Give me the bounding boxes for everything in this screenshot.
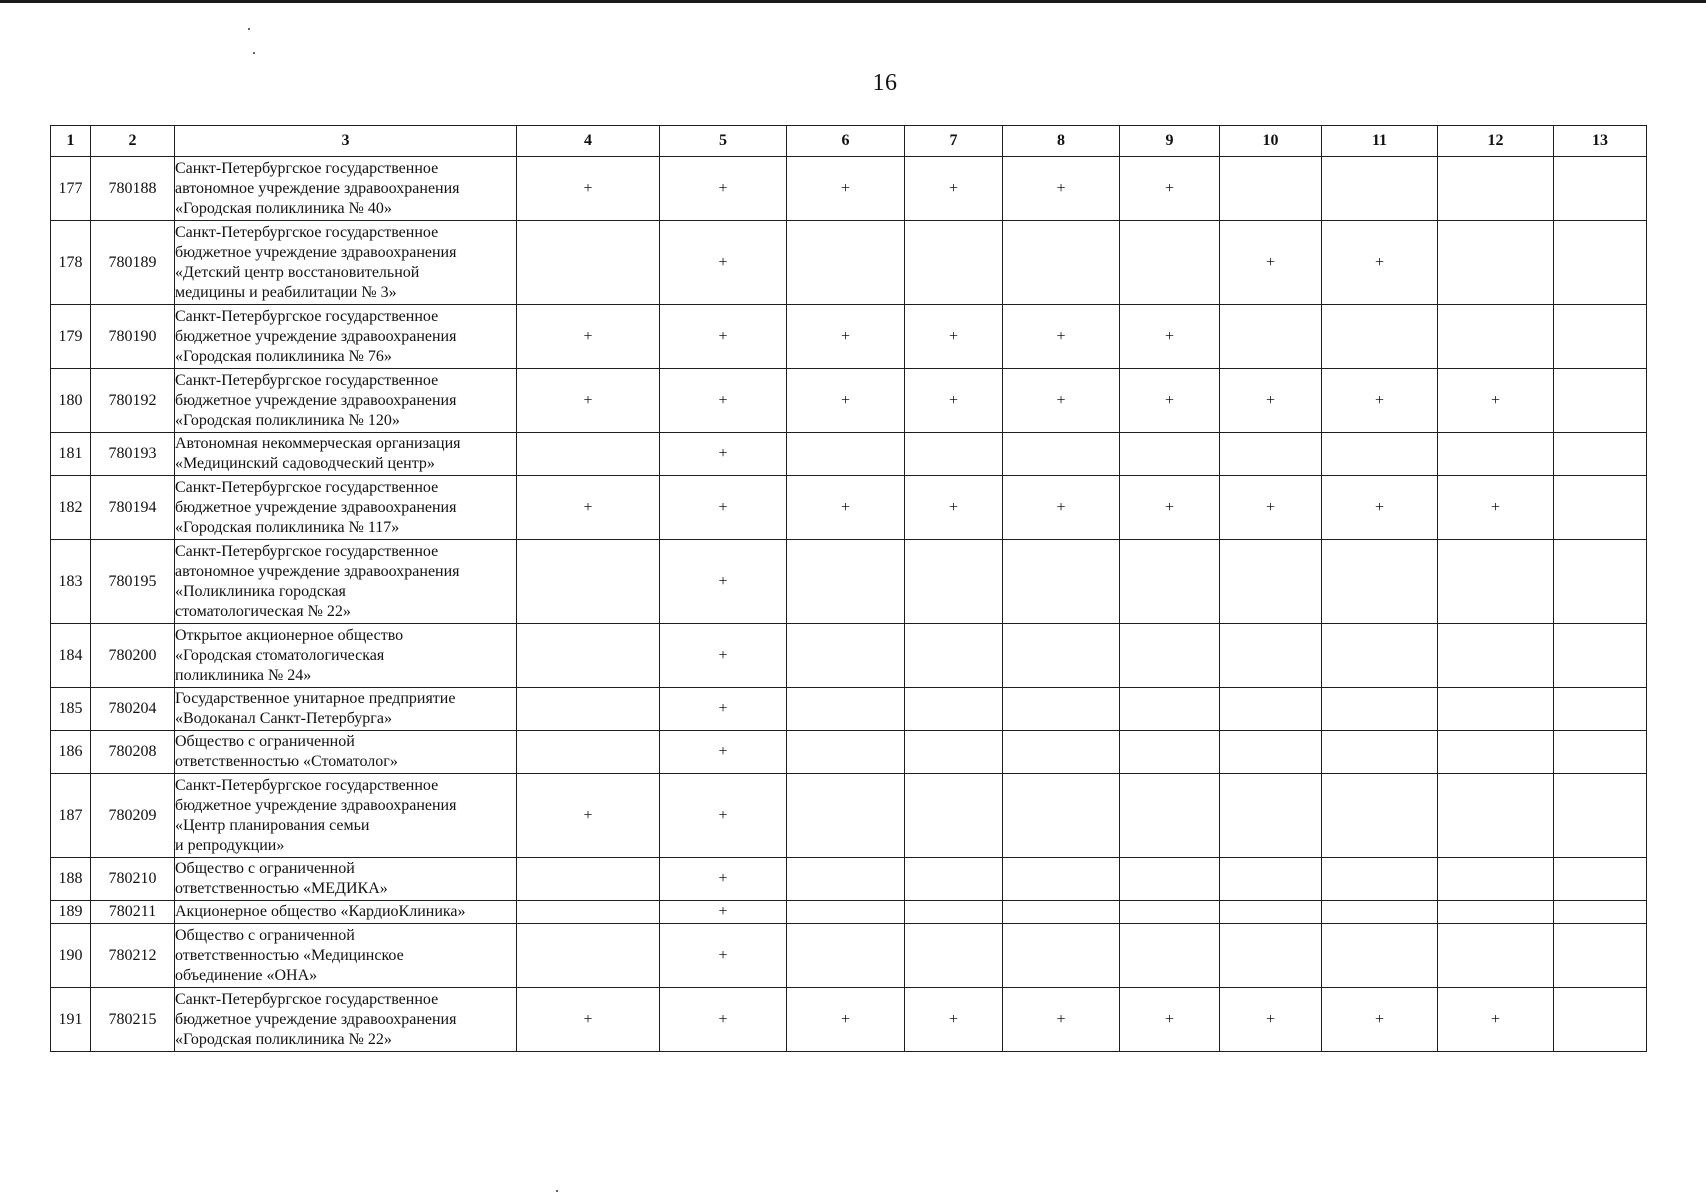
organization-name-line: Санкт-Петербургское государственное xyxy=(175,478,439,496)
mark-cell-col-5: + xyxy=(660,688,787,731)
table-row xyxy=(51,433,1647,476)
mark-cell-col-13 xyxy=(1554,924,1647,988)
organization-name-line: бюджетное учреждение здравоохранения xyxy=(175,1010,457,1028)
organization-name xyxy=(175,540,517,624)
mark-cell-col-4 xyxy=(517,901,660,924)
mark-cell-col-9: + xyxy=(1120,157,1220,221)
organization-code: 780215 xyxy=(91,988,175,1052)
mark-cell-col-4 xyxy=(517,858,660,901)
mark-cell-col-9 xyxy=(1120,221,1220,305)
organization-name-line: Санкт-Петербургское государственное xyxy=(175,307,439,325)
row-number: 183 xyxy=(51,540,91,624)
column-header-6: 6 xyxy=(787,126,905,157)
mark-cell-col-4: + xyxy=(517,476,660,540)
organization-name xyxy=(175,433,517,476)
table-row xyxy=(51,901,1647,924)
table-row xyxy=(51,988,1647,1052)
mark-cell-col-10 xyxy=(1220,774,1322,858)
organization-name-line: «Городская поликлиника № 117» xyxy=(175,518,400,536)
organization-code: 780195 xyxy=(91,540,175,624)
organization-name-line: «Городская поликлиника № 22» xyxy=(175,1030,392,1048)
mark-cell-col-13 xyxy=(1554,157,1647,221)
mark-cell-col-10: + xyxy=(1220,369,1322,433)
mark-cell-col-6: + xyxy=(787,369,905,433)
mark-cell-col-10 xyxy=(1220,624,1322,688)
mark-cell-col-8 xyxy=(1003,924,1120,988)
column-header-5: 5 xyxy=(660,126,787,157)
mark-cell-col-4: + xyxy=(517,157,660,221)
mark-cell-col-7 xyxy=(905,858,1003,901)
mark-cell-col-9 xyxy=(1120,901,1220,924)
mark-cell-col-12 xyxy=(1438,433,1554,476)
mark-cell-col-7 xyxy=(905,924,1003,988)
mark-cell-col-11: + xyxy=(1322,369,1438,433)
table-row xyxy=(51,157,1647,221)
table-row xyxy=(51,858,1647,901)
column-header-11: 11 xyxy=(1322,126,1438,157)
organization-code: 780208 xyxy=(91,731,175,774)
mark-cell-col-9: + xyxy=(1120,305,1220,369)
row-number: 187 xyxy=(51,774,91,858)
organization-name-line: «Поликлиника городская xyxy=(175,582,346,600)
mark-cell-col-5: + xyxy=(660,924,787,988)
mark-cell-col-12: + xyxy=(1438,988,1554,1052)
mark-cell-col-7 xyxy=(905,901,1003,924)
organization-name-line: поликлиника № 24» xyxy=(175,666,312,684)
mark-cell-col-13 xyxy=(1554,305,1647,369)
organization-name-line: «Центр планирования семьи xyxy=(175,816,370,834)
organization-name-line: автономное учреждение здравоохранения xyxy=(175,179,460,197)
mark-cell-col-10 xyxy=(1220,688,1322,731)
mark-cell-col-13 xyxy=(1554,624,1647,688)
mark-cell-col-4 xyxy=(517,924,660,988)
scan-speck xyxy=(248,28,250,30)
table-row xyxy=(51,924,1647,988)
mark-cell-col-11 xyxy=(1322,540,1438,624)
mark-cell-col-9 xyxy=(1120,540,1220,624)
mark-cell-col-6: + xyxy=(787,476,905,540)
organization-name-line: Открытое акционерное общество xyxy=(175,626,404,644)
mark-cell-col-13 xyxy=(1554,858,1647,901)
row-number: 186 xyxy=(51,731,91,774)
mark-cell-col-11 xyxy=(1322,157,1438,221)
mark-cell-col-10: + xyxy=(1220,221,1322,305)
organization-name-line: стоматологическая № 22» xyxy=(175,602,351,620)
mark-cell-col-11 xyxy=(1322,774,1438,858)
mark-cell-col-7: + xyxy=(905,988,1003,1052)
organization-name-line: «Городская поликлиника № 76» xyxy=(175,347,392,365)
organization-name-line: Автономная некоммерческая организация xyxy=(175,435,461,452)
mark-cell-col-5: + xyxy=(660,305,787,369)
organization-name-line: бюджетное учреждение здравоохранения xyxy=(175,327,457,345)
mark-cell-col-8: + xyxy=(1003,157,1120,221)
organization-code: 780210 xyxy=(91,858,175,901)
mark-cell-col-9: + xyxy=(1120,369,1220,433)
mark-cell-col-11 xyxy=(1322,305,1438,369)
table-row xyxy=(51,688,1647,731)
mark-cell-col-4 xyxy=(517,731,660,774)
row-number: 191 xyxy=(51,988,91,1052)
mark-cell-col-7 xyxy=(905,624,1003,688)
mark-cell-col-6 xyxy=(787,688,905,731)
mark-cell-col-6: + xyxy=(787,988,905,1052)
mark-cell-col-10 xyxy=(1220,433,1322,476)
row-number: 177 xyxy=(51,157,91,221)
organization-name-line: Санкт-Петербургское государственное xyxy=(175,542,439,560)
organization-name xyxy=(175,858,517,901)
mark-cell-col-8 xyxy=(1003,731,1120,774)
mark-cell-col-4 xyxy=(517,433,660,476)
mark-cell-col-6 xyxy=(787,221,905,305)
mark-cell-col-11: + xyxy=(1322,988,1438,1052)
mark-cell-col-8 xyxy=(1003,688,1120,731)
organization-name xyxy=(175,924,517,988)
mark-cell-col-7 xyxy=(905,221,1003,305)
mark-cell-col-12 xyxy=(1438,688,1554,731)
row-number: 188 xyxy=(51,858,91,901)
organization-name-line: объединение «ОНА» xyxy=(175,966,318,984)
mark-cell-col-9 xyxy=(1120,731,1220,774)
organization-name xyxy=(175,369,517,433)
mark-cell-col-7 xyxy=(905,774,1003,858)
mark-cell-col-12 xyxy=(1438,540,1554,624)
mark-cell-col-12 xyxy=(1438,924,1554,988)
organization-name xyxy=(175,731,517,774)
mark-cell-col-4: + xyxy=(517,774,660,858)
mark-cell-col-5: + xyxy=(660,624,787,688)
mark-cell-col-13 xyxy=(1554,369,1647,433)
organization-code: 780189 xyxy=(91,221,175,305)
mark-cell-col-12 xyxy=(1438,157,1554,221)
header-row xyxy=(51,126,1647,157)
organization-name-line: «Городская стоматологическая xyxy=(175,646,385,664)
column-header-13: 13 xyxy=(1554,126,1647,157)
organization-name-line: Санкт-Петербургское государственное xyxy=(175,159,439,177)
organization-name-line: бюджетное учреждение здравоохранения xyxy=(175,498,457,516)
organization-name-line: Акционерное общество «КардиоКлиника» xyxy=(175,903,466,920)
mark-cell-col-9 xyxy=(1120,858,1220,901)
organization-code: 780192 xyxy=(91,369,175,433)
table-row xyxy=(51,476,1647,540)
organization-name-line: Санкт-Петербургское государственное xyxy=(175,223,439,241)
organization-name-line: Общество с ограниченной xyxy=(175,860,355,877)
mark-cell-col-5: + xyxy=(660,858,787,901)
mark-cell-col-6 xyxy=(787,858,905,901)
mark-cell-col-7: + xyxy=(905,157,1003,221)
mark-cell-col-12 xyxy=(1438,731,1554,774)
organization-name xyxy=(175,624,517,688)
mark-cell-col-10 xyxy=(1220,858,1322,901)
organization-name-line: «Водоканал Санкт-Петербурга» xyxy=(175,710,392,727)
page-number: 16 xyxy=(872,70,898,96)
scan-speck xyxy=(253,52,255,54)
column-header-9: 9 xyxy=(1120,126,1220,157)
mark-cell-col-9 xyxy=(1120,433,1220,476)
mark-cell-col-13 xyxy=(1554,433,1647,476)
column-header-8: 8 xyxy=(1003,126,1120,157)
organization-name-line: ответственностью «МЕДИКА» xyxy=(175,880,388,897)
mark-cell-col-10: + xyxy=(1220,988,1322,1052)
mark-cell-col-13 xyxy=(1554,901,1647,924)
row-number: 178 xyxy=(51,221,91,305)
table-row xyxy=(51,540,1647,624)
column-header-1: 1 xyxy=(51,126,91,157)
mark-cell-col-12: + xyxy=(1438,369,1554,433)
mark-cell-col-11 xyxy=(1322,624,1438,688)
organization-name-line: бюджетное учреждение здравоохранения xyxy=(175,796,457,814)
mark-cell-col-13 xyxy=(1554,221,1647,305)
mark-cell-col-5: + xyxy=(660,731,787,774)
mark-cell-col-11 xyxy=(1322,433,1438,476)
column-header-12: 12 xyxy=(1438,126,1554,157)
mark-cell-col-4 xyxy=(517,221,660,305)
row-number: 185 xyxy=(51,688,91,731)
mark-cell-col-10 xyxy=(1220,731,1322,774)
mark-cell-col-9: + xyxy=(1120,476,1220,540)
organization-name-line: ответственностью «Медицинское xyxy=(175,946,404,964)
organization-code: 780204 xyxy=(91,688,175,731)
mark-cell-col-6 xyxy=(787,540,905,624)
mark-cell-col-12 xyxy=(1438,858,1554,901)
organization-name xyxy=(175,988,517,1052)
mark-cell-col-6 xyxy=(787,774,905,858)
mark-cell-col-11: + xyxy=(1322,221,1438,305)
organization-name-line: и репродукции» xyxy=(175,836,285,854)
mark-cell-col-6: + xyxy=(787,305,905,369)
organization-name xyxy=(175,221,517,305)
mark-cell-col-5: + xyxy=(660,157,787,221)
mark-cell-col-4: + xyxy=(517,305,660,369)
mark-cell-col-5: + xyxy=(660,221,787,305)
column-header-3: 3 xyxy=(175,126,517,157)
mark-cell-col-11: + xyxy=(1322,476,1438,540)
row-number: 180 xyxy=(51,369,91,433)
row-number: 182 xyxy=(51,476,91,540)
mark-cell-col-8 xyxy=(1003,433,1120,476)
organization-name xyxy=(175,476,517,540)
mark-cell-col-8: + xyxy=(1003,988,1120,1052)
organization-name xyxy=(175,901,517,924)
organization-name xyxy=(175,157,517,221)
mark-cell-col-12 xyxy=(1438,774,1554,858)
mark-cell-col-11 xyxy=(1322,731,1438,774)
table-body xyxy=(51,157,1647,1052)
mark-cell-col-8: + xyxy=(1003,369,1120,433)
organization-code: 780194 xyxy=(91,476,175,540)
organization-code: 780209 xyxy=(91,774,175,858)
organization-name-line: бюджетное учреждение здравоохранения xyxy=(175,243,457,261)
organization-code: 780212 xyxy=(91,924,175,988)
table-row xyxy=(51,731,1647,774)
organization-name-line: автономное учреждение здравоохранения xyxy=(175,562,460,580)
organization-code: 780193 xyxy=(91,433,175,476)
organization-name-line: «Детский центр восстановительной xyxy=(175,263,420,281)
mark-cell-col-8 xyxy=(1003,624,1120,688)
organization-name-line: Общество с ограниченной xyxy=(175,733,355,750)
mark-cell-col-5: + xyxy=(660,540,787,624)
mark-cell-col-13 xyxy=(1554,731,1647,774)
organization-name-line: Санкт-Петербургское государственное xyxy=(175,776,439,794)
mark-cell-col-12 xyxy=(1438,305,1554,369)
mark-cell-col-9 xyxy=(1120,924,1220,988)
mark-cell-col-9 xyxy=(1120,774,1220,858)
mark-cell-col-8 xyxy=(1003,221,1120,305)
mark-cell-col-10 xyxy=(1220,305,1322,369)
mark-cell-col-4 xyxy=(517,624,660,688)
mark-cell-col-5: + xyxy=(660,988,787,1052)
mark-cell-col-8: + xyxy=(1003,476,1120,540)
mark-cell-col-4 xyxy=(517,540,660,624)
mark-cell-col-6: + xyxy=(787,157,905,221)
mark-cell-col-6 xyxy=(787,624,905,688)
mark-cell-col-8 xyxy=(1003,858,1120,901)
mark-cell-col-11 xyxy=(1322,901,1438,924)
mark-cell-col-10 xyxy=(1220,157,1322,221)
mark-cell-col-10 xyxy=(1220,924,1322,988)
row-number: 179 xyxy=(51,305,91,369)
mark-cell-col-13 xyxy=(1554,988,1647,1052)
column-header-2: 2 xyxy=(91,126,175,157)
organization-name-line: «Городская поликлиника № 120» xyxy=(175,411,400,429)
mark-cell-col-13 xyxy=(1554,688,1647,731)
mark-cell-col-5: + xyxy=(660,476,787,540)
mark-cell-col-7 xyxy=(905,433,1003,476)
mark-cell-col-5: + xyxy=(660,774,787,858)
registry-table xyxy=(50,125,1647,1052)
mark-cell-col-4 xyxy=(517,688,660,731)
mark-cell-col-5: + xyxy=(660,901,787,924)
mark-cell-col-6 xyxy=(787,731,905,774)
table-row xyxy=(51,305,1647,369)
organization-name xyxy=(175,774,517,858)
mark-cell-col-12 xyxy=(1438,901,1554,924)
organization-name-line: «Медицинский садоводческий центр» xyxy=(175,455,435,472)
organization-name-line: Государственное унитарное предприятие xyxy=(175,690,456,707)
organization-name-line: Санкт-Петербургское государственное xyxy=(175,371,439,389)
mark-cell-col-4: + xyxy=(517,988,660,1052)
mark-cell-col-11 xyxy=(1322,924,1438,988)
mark-cell-col-9: + xyxy=(1120,988,1220,1052)
row-number: 181 xyxy=(51,433,91,476)
column-header-7: 7 xyxy=(905,126,1003,157)
mark-cell-col-9 xyxy=(1120,688,1220,731)
mark-cell-col-5: + xyxy=(660,433,787,476)
scan-speck xyxy=(556,1190,558,1192)
mark-cell-col-10 xyxy=(1220,540,1322,624)
mark-cell-col-11 xyxy=(1322,858,1438,901)
mark-cell-col-6 xyxy=(787,901,905,924)
mark-cell-col-6 xyxy=(787,924,905,988)
column-header-10: 10 xyxy=(1220,126,1322,157)
mark-cell-col-13 xyxy=(1554,540,1647,624)
mark-cell-col-7 xyxy=(905,540,1003,624)
organization-name-line: бюджетное учреждение здравоохранения xyxy=(175,391,457,409)
mark-cell-col-7: + xyxy=(905,476,1003,540)
mark-cell-col-8 xyxy=(1003,901,1120,924)
mark-cell-col-4: + xyxy=(517,369,660,433)
mark-cell-col-10: + xyxy=(1220,476,1322,540)
organization-name xyxy=(175,688,517,731)
column-header-4: 4 xyxy=(517,126,660,157)
mark-cell-col-8: + xyxy=(1003,305,1120,369)
mark-cell-col-12: + xyxy=(1438,476,1554,540)
organization-name xyxy=(175,305,517,369)
mark-cell-col-8 xyxy=(1003,774,1120,858)
organization-name-line: Общество с ограниченной xyxy=(175,926,355,944)
table-row xyxy=(51,624,1647,688)
organization-code: 780188 xyxy=(91,157,175,221)
mark-cell-col-10 xyxy=(1220,901,1322,924)
organization-name-line: медицины и реабилитации № 3» xyxy=(175,283,397,301)
organization-code: 780211 xyxy=(91,901,175,924)
table-row xyxy=(51,369,1647,433)
mark-cell-col-7: + xyxy=(905,305,1003,369)
mark-cell-col-7 xyxy=(905,688,1003,731)
row-number: 189 xyxy=(51,901,91,924)
mark-cell-col-12 xyxy=(1438,624,1554,688)
mark-cell-col-12 xyxy=(1438,221,1554,305)
mark-cell-col-13 xyxy=(1554,774,1647,858)
mark-cell-col-8 xyxy=(1003,540,1120,624)
scan-top-edge xyxy=(0,0,1706,3)
organization-name-line: ответственностью «Стоматолог» xyxy=(175,753,398,770)
row-number: 190 xyxy=(51,924,91,988)
mark-cell-col-7: + xyxy=(905,369,1003,433)
table-row xyxy=(51,774,1647,858)
organization-code: 780190 xyxy=(91,305,175,369)
mark-cell-col-6 xyxy=(787,433,905,476)
organization-name-line: Санкт-Петербургское государственное xyxy=(175,990,439,1008)
mark-cell-col-5: + xyxy=(660,369,787,433)
row-number: 184 xyxy=(51,624,91,688)
table-row xyxy=(51,221,1647,305)
mark-cell-col-11 xyxy=(1322,688,1438,731)
mark-cell-col-13 xyxy=(1554,476,1647,540)
mark-cell-col-7 xyxy=(905,731,1003,774)
organization-name-line: «Городская поликлиника № 40» xyxy=(175,199,392,217)
mark-cell-col-9 xyxy=(1120,624,1220,688)
organization-code: 780200 xyxy=(91,624,175,688)
